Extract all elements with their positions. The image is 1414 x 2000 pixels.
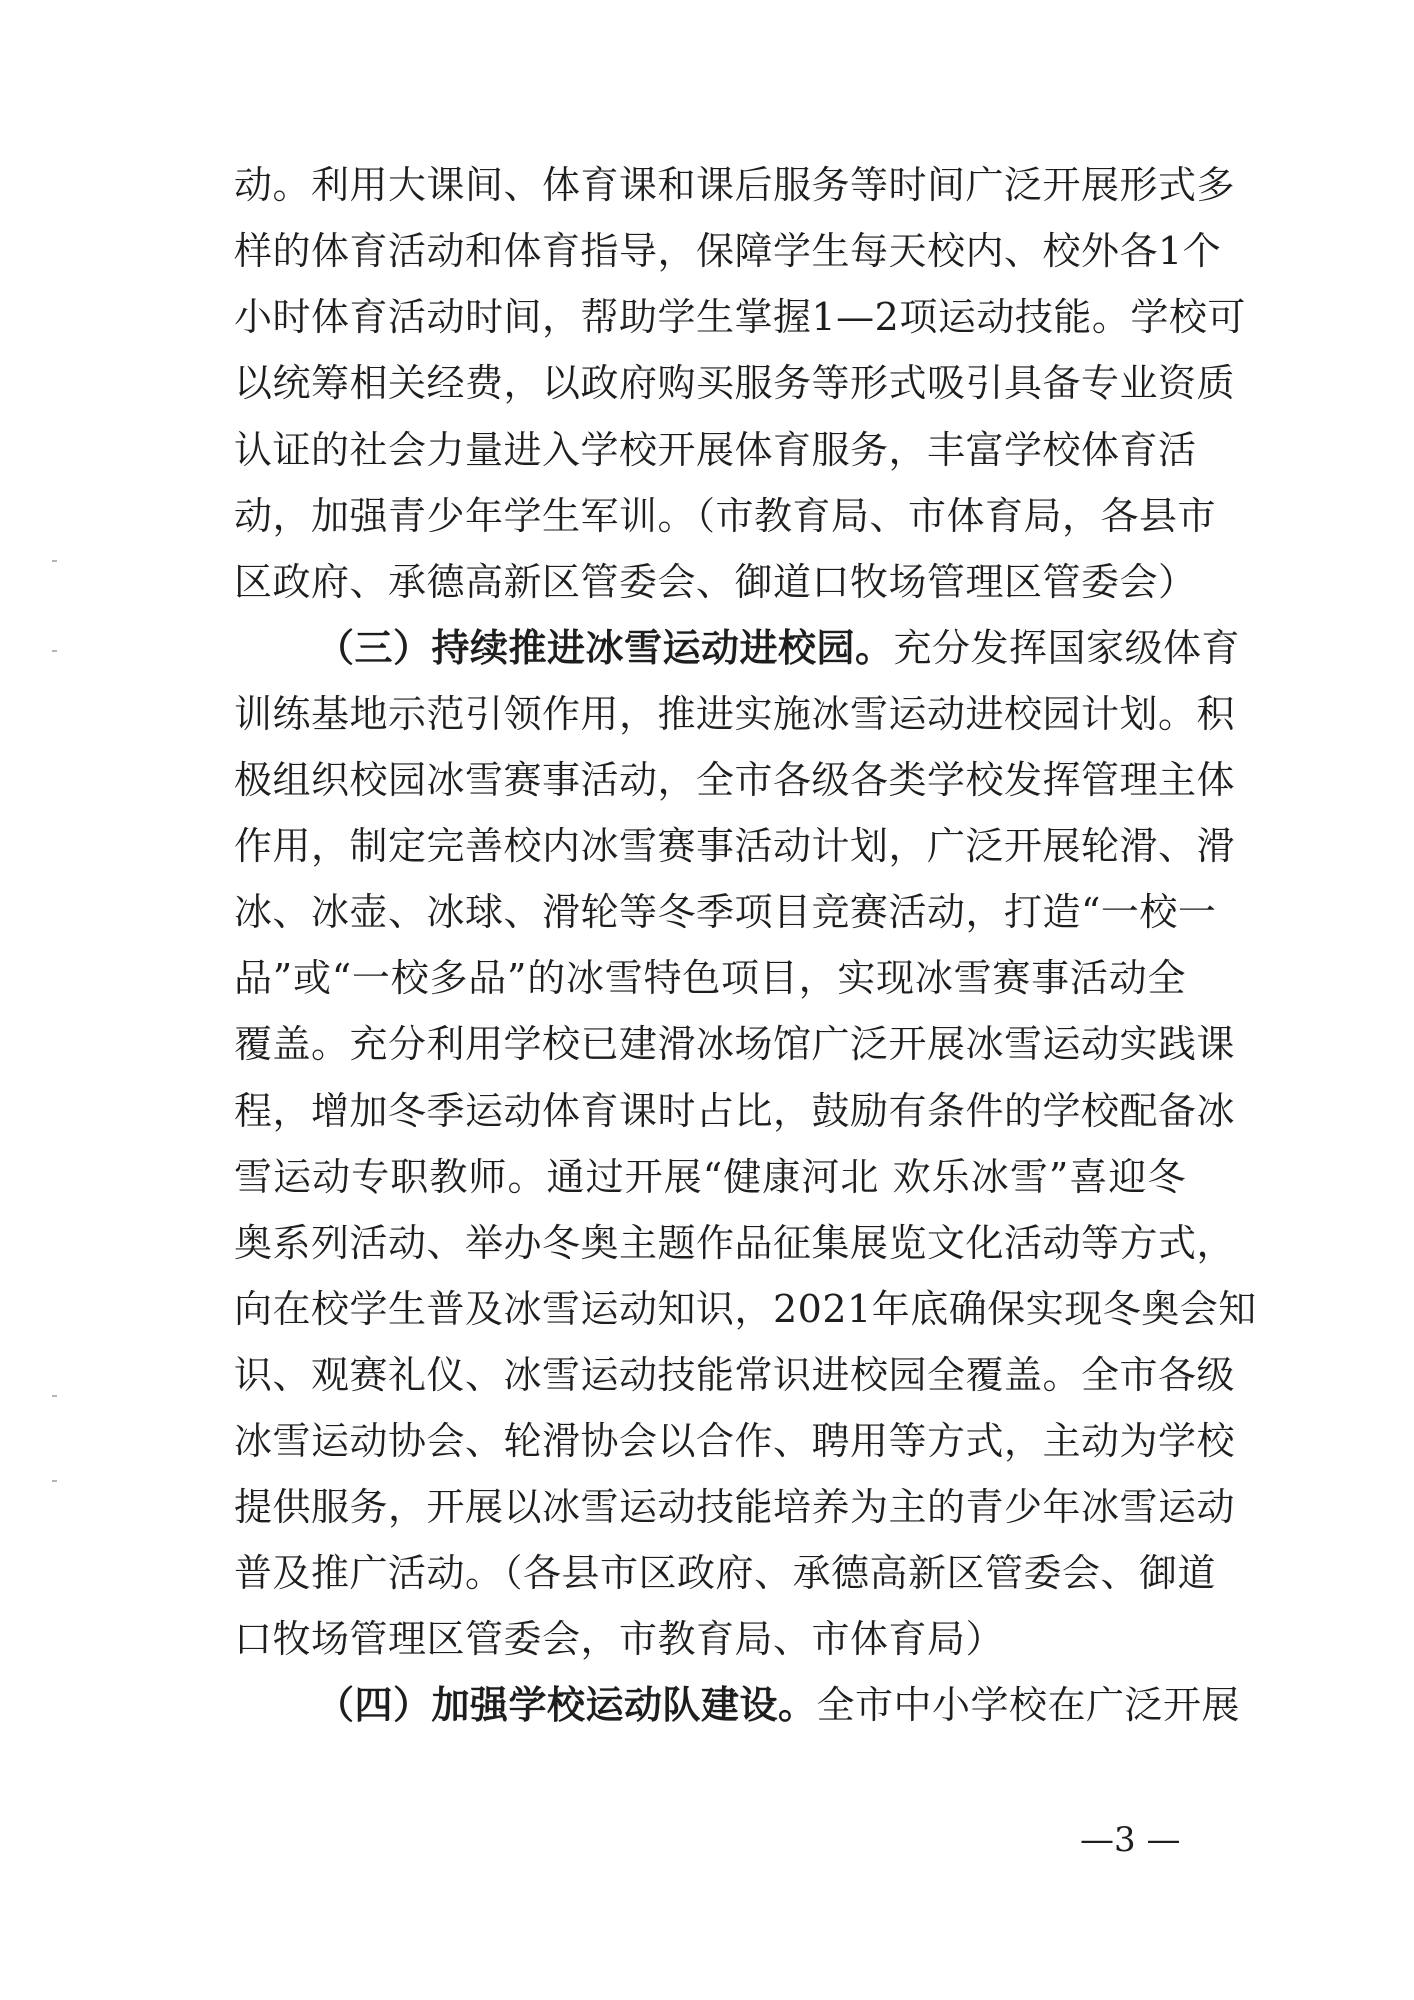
body-text-line: 训练基地示范引领作用，推进实施冰雪运动进校园计划。积 xyxy=(234,692,1236,736)
body-text-line: 识、观赛礼仪、冰雪运动技能常识进校园全覆盖。全市各级 xyxy=(234,1353,1236,1397)
body-text-line: 口牧场管理区管委会，市教育局、市体育局） xyxy=(234,1617,1005,1661)
body-text-line: 以统筹相关经费，以政府购买服务等形式吸引具备专业资质 xyxy=(234,361,1236,405)
body-text-line: 提供服务，开展以冰雪运动技能培养为主的青少年冰雪运动 xyxy=(234,1485,1236,1529)
scan-mark xyxy=(52,1395,57,1397)
body-text-line: 奥系列活动、举办冬奥主题作品征集展览文化活动等方式， xyxy=(234,1221,1236,1265)
body-text-line: 向在校学生普及冰雪运动知识，2021年底确保实现冬奥会知 xyxy=(234,1287,1257,1331)
scan-mark xyxy=(52,650,57,652)
section-heading: （三）持续推进冰雪运动进校园。 xyxy=(316,625,894,670)
body-text-line: 冰、冰壶、冰球、滑轮等冬季项目竞赛活动，打造“一校一 xyxy=(234,890,1217,934)
body-text-line: 小时体育活动时间，帮助学生掌握1—2项运动技能。学校可 xyxy=(234,295,1246,339)
body-text-line: 区政府、承德高新区管委会、御道口牧场管理区管委会） xyxy=(234,560,1197,604)
body-text-line: 程，增加冬季运动体育课时占比，鼓励有条件的学校配备冰 xyxy=(234,1089,1236,1133)
body-text-line: 覆盖。充分利用学校已建滑冰场馆广泛开展冰雪运动实践课 xyxy=(234,1022,1236,1066)
section-first-line-text: 全市中小学校在广泛开展 xyxy=(816,1683,1241,1727)
body-text-line: 作用，制定完善校内冰雪赛事活动计划，广泛开展轮滑、滑 xyxy=(234,824,1236,868)
body-text-line: 极组织校园冰雪赛事活动，全市各级各类学校发挥管理主体 xyxy=(234,758,1236,802)
scan-mark xyxy=(52,1480,57,1482)
section-heading: （四）加强学校运动队建设。 xyxy=(316,1682,817,1727)
body-text-line: 动。利用大课间、体育课和课后服务等时间广泛开展形式多 xyxy=(234,163,1236,207)
section-first-line xyxy=(316,1682,1241,1728)
body-text-line: 品”或“一校多品”的冰雪特色项目，实现冰雪赛事活动全 xyxy=(234,956,1186,1000)
body-text-line: 雪运动专职教师。通过开展“健康河北 欢乐冰雪”喜迎冬 xyxy=(234,1155,1186,1199)
page-number: —3 — xyxy=(1080,1820,1181,1860)
body-text-line: 动，加强青少年学生军训。（市教育局、市体育局，各县市 xyxy=(234,494,1217,538)
section-first-line xyxy=(316,625,1241,671)
body-text-line: 冰雪运动协会、轮滑协会以合作、聘用等方式，主动为学校 xyxy=(234,1419,1236,1463)
scan-mark xyxy=(52,560,57,562)
body-text-line: 认证的社会力量进入学校开展体育服务，丰富学校体育活 xyxy=(234,428,1197,472)
body-text-line: 样的体育活动和体育指导，保障学生每天校内、校外各1个 xyxy=(234,229,1222,273)
body-text-line: 普及推广活动。（各县市区政府、承德高新区管委会、御道 xyxy=(234,1551,1217,1595)
section-first-line-text: 充分发挥国家级体育 xyxy=(893,626,1241,670)
